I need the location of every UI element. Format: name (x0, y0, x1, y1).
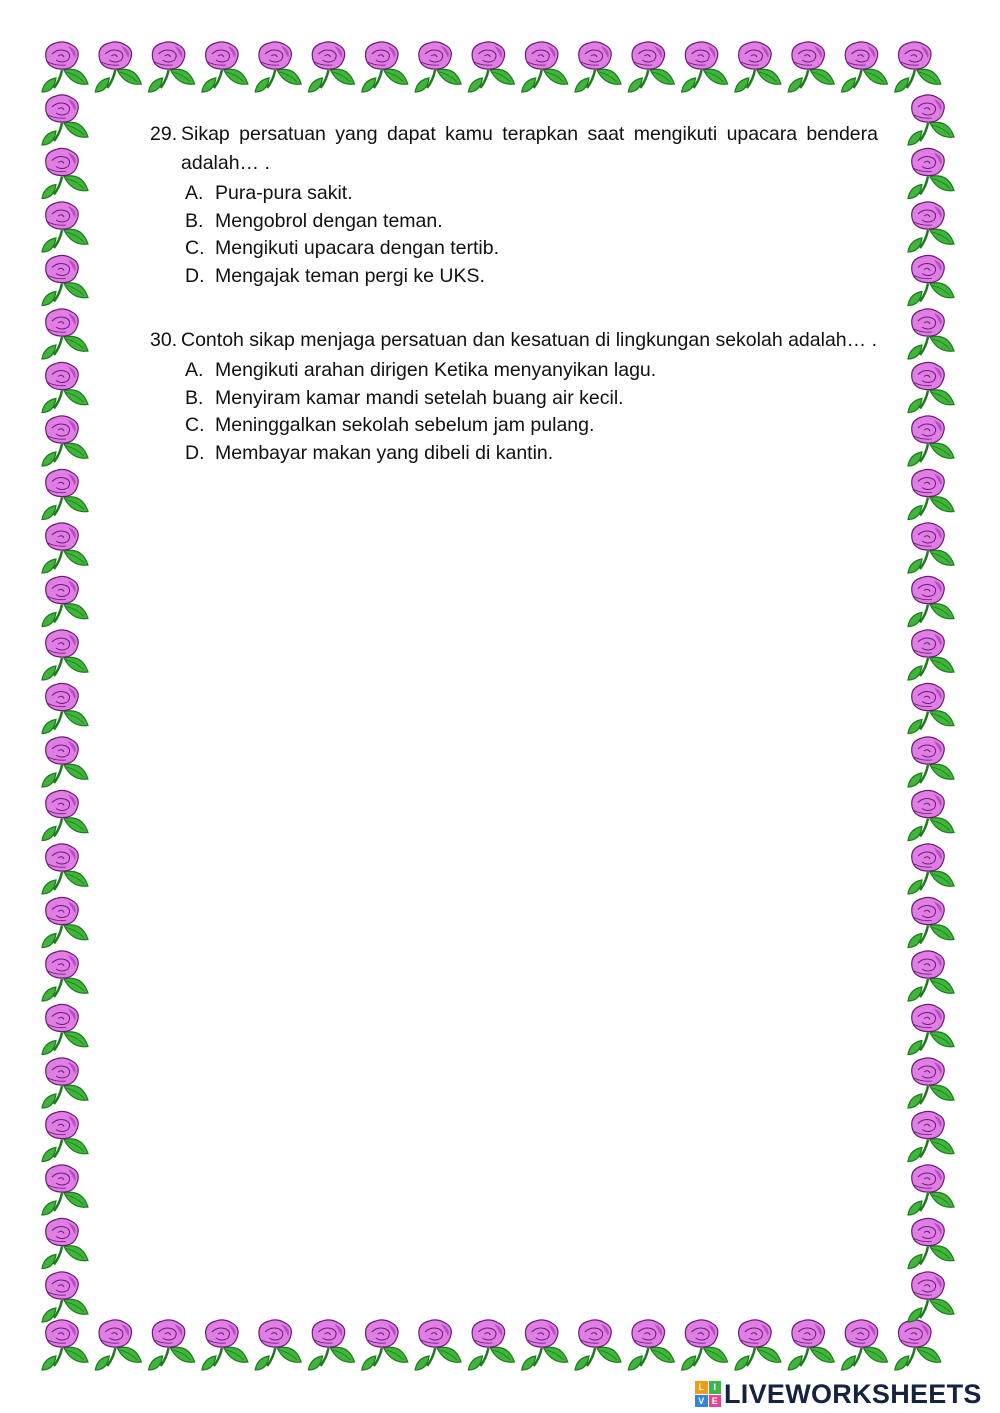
rose-icon (908, 309, 954, 359)
rose-icon (42, 844, 88, 894)
question-30 (150, 326, 878, 467)
rose-icon (735, 1320, 781, 1370)
rose-icon (908, 790, 954, 840)
answer-option-a[interactable] (185, 180, 878, 208)
option-text: Menyiram kamar mandi setelah buang air kecil. (215, 386, 624, 409)
rose-icon (908, 844, 954, 894)
option-text: Pura-pura sakit. (215, 182, 353, 204)
rose-icon (908, 255, 954, 305)
rose-icon (468, 1320, 514, 1370)
option-letter: B. (185, 386, 204, 409)
rose-icon (42, 523, 88, 573)
question-29 (150, 120, 878, 290)
rose-icon (202, 42, 248, 92)
rose-icon (575, 42, 621, 92)
rose-icon (42, 683, 88, 733)
answer-options (185, 357, 878, 467)
rose-icon (42, 790, 88, 840)
rose-icon (908, 469, 954, 519)
option-text: Mengobrol dengan teman. (215, 209, 443, 232)
liveworksheets-brand (695, 1377, 982, 1411)
brand-text: LIVEWORKSHEETS (724, 1378, 982, 1409)
rose-icon (42, 202, 88, 252)
rose-icon (42, 1111, 88, 1161)
rose-icon (362, 42, 408, 92)
rose-icon (908, 1272, 954, 1322)
rose-icon (255, 42, 301, 92)
rose-icon (908, 576, 954, 626)
answer-option-b[interactable] (185, 385, 878, 413)
rose-icon (468, 42, 514, 92)
question-list (150, 120, 878, 467)
rose-icon (42, 416, 88, 466)
option-text: Mengajak teman pergi ke UKS. (215, 264, 485, 287)
option-text: Mengikuti arahan dirigen Ketika menyanyikan lagu. (215, 359, 657, 381)
option-text: Mengikuti upacara dengan tertib. (215, 237, 500, 259)
rose-icon (788, 1320, 834, 1370)
rose-icon (42, 1058, 88, 1108)
option-letter: A. (185, 182, 204, 204)
rose-icon (908, 1218, 954, 1268)
rose-icon (908, 362, 954, 412)
rose-icon (908, 897, 954, 947)
rose-icon (908, 683, 954, 733)
rose-icon (628, 1320, 674, 1370)
rose-icon (42, 148, 88, 198)
rose-icon (842, 1320, 888, 1370)
option-text: Meninggalkan sekolah sebelum jam pulang. (215, 414, 595, 436)
rose-icon (309, 1320, 355, 1370)
rose-icon (895, 42, 941, 92)
rose-icon (415, 42, 461, 92)
option-letter: D. (185, 441, 205, 464)
rose-icon (628, 42, 674, 92)
rose-icon (362, 1320, 408, 1370)
rose-icon (42, 309, 88, 359)
rose-icon (895, 1320, 941, 1370)
answer-option-c[interactable] (185, 412, 878, 440)
question-number: 30. (150, 329, 178, 351)
rose-icon (522, 1320, 568, 1370)
logo-letter-i: I (709, 1381, 722, 1394)
answer-option-d[interactable] (185, 263, 878, 291)
option-letter: D. (185, 264, 205, 287)
rose-icon (42, 362, 88, 412)
rose-icon (575, 1320, 621, 1370)
question-text: Contoh sikap menjaga persatuan dan kesatuan di lingkungan sekolah adalah… . (181, 329, 877, 351)
rose-icon (42, 1320, 88, 1370)
rose-icon (42, 737, 88, 787)
rose-icon (42, 1218, 88, 1268)
option-letter: B. (185, 209, 204, 232)
rose-icon (908, 523, 954, 573)
answer-options (185, 180, 878, 290)
logo-letter-e: E (709, 1395, 722, 1408)
logo-letter-l: L (695, 1381, 708, 1394)
rose-icon (95, 42, 141, 92)
rose-icon (522, 42, 568, 92)
option-letter: C. (185, 237, 205, 259)
rose-icon (908, 95, 954, 145)
rose-icon (908, 951, 954, 1001)
rose-icon (149, 1320, 195, 1370)
answer-option-c[interactable] (185, 235, 878, 263)
rose-icon (908, 1111, 954, 1161)
rose-icon (42, 897, 88, 947)
rose-icon (42, 1165, 88, 1215)
rose-icon (415, 1320, 461, 1370)
option-text: Membayar makan yang dibeli di kantin. (215, 441, 554, 464)
rose-icon (908, 630, 954, 680)
rose-icon (908, 148, 954, 198)
question-text: Sikap persatuan yang dapat kamu terapkan saat mengikuti upacara bendera adalah… . (181, 123, 878, 174)
rose-icon (908, 1004, 954, 1054)
rose-icon (682, 42, 728, 92)
rose-icon (149, 42, 195, 92)
rose-icon (42, 1004, 88, 1054)
answer-option-b[interactable] (185, 208, 878, 236)
rose-icon (908, 416, 954, 466)
rose-icon (42, 951, 88, 1001)
rose-icon (42, 469, 88, 519)
rose-icon (42, 255, 88, 305)
rose-icon (95, 1320, 141, 1370)
rose-icon (842, 42, 888, 92)
rose-icon (309, 42, 355, 92)
rose-icon (908, 1165, 954, 1215)
rose-icon (682, 1320, 728, 1370)
rose-icon (42, 42, 88, 92)
option-letter: A. (185, 359, 204, 381)
option-letter: C. (185, 414, 205, 436)
rose-icon (42, 630, 88, 680)
rose-icon (42, 1272, 88, 1322)
rose-icon (255, 1320, 301, 1370)
answer-option-d[interactable] (185, 440, 878, 468)
question-number: 29. (150, 123, 178, 145)
rose-icon (42, 95, 88, 145)
rose-icon (788, 42, 834, 92)
rose-icon (908, 737, 954, 787)
rose-icon (202, 1320, 248, 1370)
logo-letter-v: V (695, 1395, 708, 1408)
rose-icon (42, 576, 88, 626)
rose-icon (908, 1058, 954, 1108)
rose-icon (908, 202, 954, 252)
answer-option-a[interactable] (185, 357, 878, 385)
liveworksheets-logo-icon (695, 1381, 721, 1407)
rose-icon (735, 42, 781, 92)
